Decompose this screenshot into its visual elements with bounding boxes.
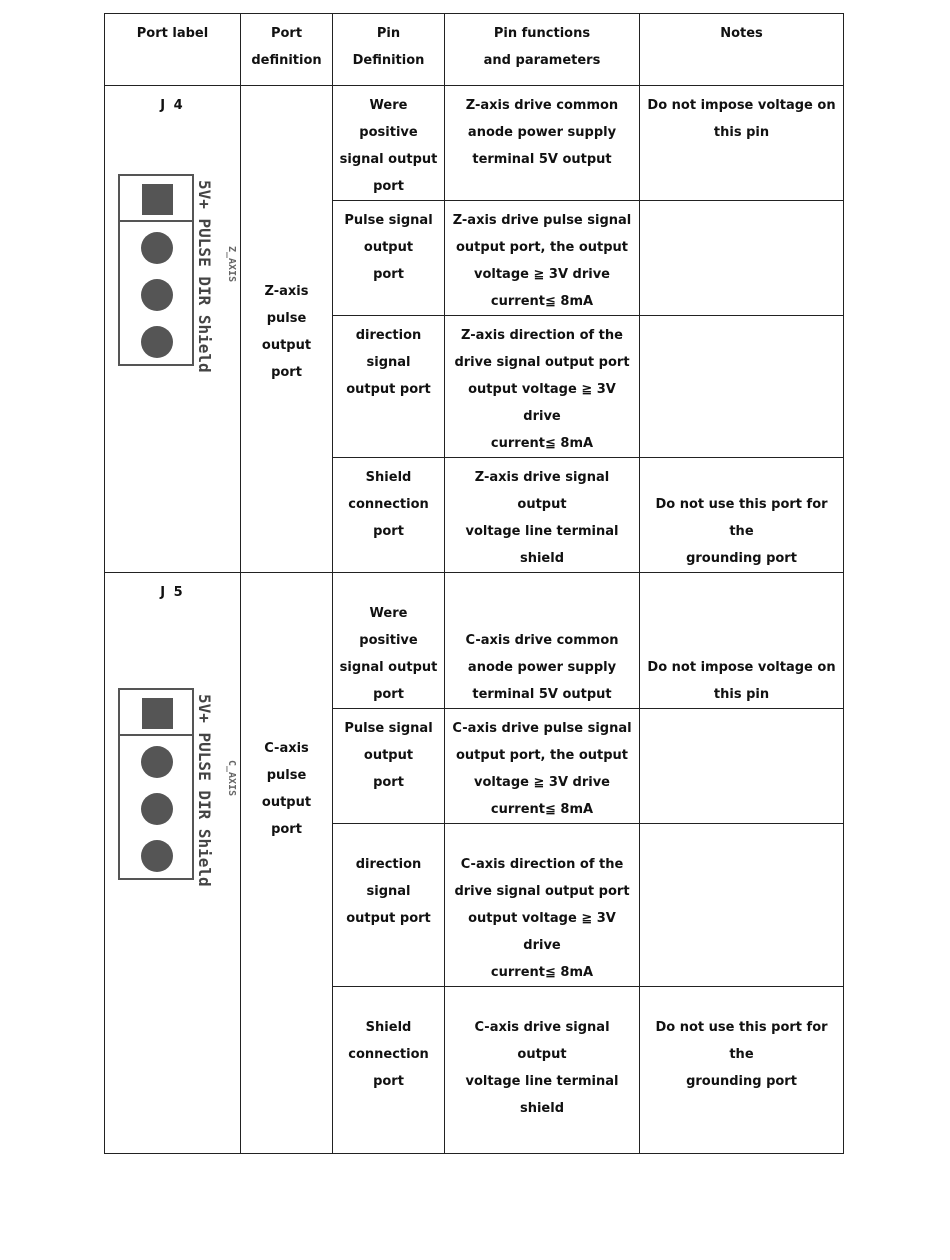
port-definition-j5: C-axis pulse output port [241, 573, 333, 1154]
pin-definition: Shield connection port [333, 458, 445, 573]
table-row [105, 573, 844, 709]
connector-j4-pins-label: 5V+ PULSE DIR Shield [195, 180, 214, 373]
pin-function: Z-axis drive common anode power supply terminal 5V output [445, 86, 640, 201]
header-notes: Notes [640, 14, 844, 86]
port-cell-j5 [105, 573, 241, 1154]
pin-note: Do not impose voltage on this pin [640, 86, 844, 201]
pin-definition: direction signal output port [333, 824, 445, 987]
connector-j4-axis-label: Z_AXIS [226, 246, 237, 283]
port-table [104, 13, 844, 1154]
pin-note [640, 709, 844, 824]
pin-note: Do not use this port for the grounding port [640, 987, 844, 1154]
pin-definition: Were positive signal output port [333, 86, 445, 201]
pin-function: C-axis drive signal output voltage line terminal shield [445, 987, 640, 1154]
header-pin-definition: Pin Definition [333, 14, 445, 86]
header-port-definition: Port definition [241, 14, 333, 86]
pin-note [640, 824, 844, 987]
header-pin-functions: Pin functions and parameters [445, 14, 640, 86]
connector-j5-pins-label: 5V+ PULSE DIR Shield [195, 694, 214, 887]
port-label-j5: J 5 [160, 585, 185, 600]
pin-function: Z-axis drive signal output voltage line terminal shield [445, 458, 640, 573]
pin-definition: direction signal output port [333, 316, 445, 458]
pin-note: Do not impose voltage on this pin [640, 573, 844, 709]
pin-definition: Shield connection port [333, 987, 445, 1154]
pin-function: C-axis drive common anode power supply terminal 5V output [445, 573, 640, 709]
pin-function: C-axis direction of the drive signal output port output voltage ≧ 3V drive current≦ 8mA [445, 824, 640, 987]
port-label-j4: J 4 [160, 98, 185, 113]
pin-definition: Were positive signal output port [333, 573, 445, 709]
connector-j4-diagram [118, 174, 237, 373]
pin-definition: Pulse signal output port [333, 201, 445, 316]
header-row [105, 14, 844, 86]
header-port-label: Port label [105, 14, 241, 86]
connector-j5-axis-label: C_AXIS [226, 760, 237, 797]
pin-note: Do not use this port for the grounding port [640, 458, 844, 573]
pin-function: C-axis drive pulse signal output port, the output voltage ≧ 3V drive current≦ 8mA [445, 709, 640, 824]
pin-note [640, 316, 844, 458]
pin-note [640, 201, 844, 316]
pin-function: Z-axis direction of the drive signal output port output voltage ≧ 3V drive current≦ 8mA [445, 316, 640, 458]
pin-definition: Pulse signal output port [333, 709, 445, 824]
table-row [105, 86, 844, 201]
pin-function: Z-axis drive pulse signal output port, the output voltage ≧ 3V drive current≦ 8mA [445, 201, 640, 316]
connector-j5-diagram [118, 688, 237, 887]
port-cell-j4 [105, 86, 241, 573]
port-definition-j4: Z-axis pulse output port [241, 86, 333, 573]
